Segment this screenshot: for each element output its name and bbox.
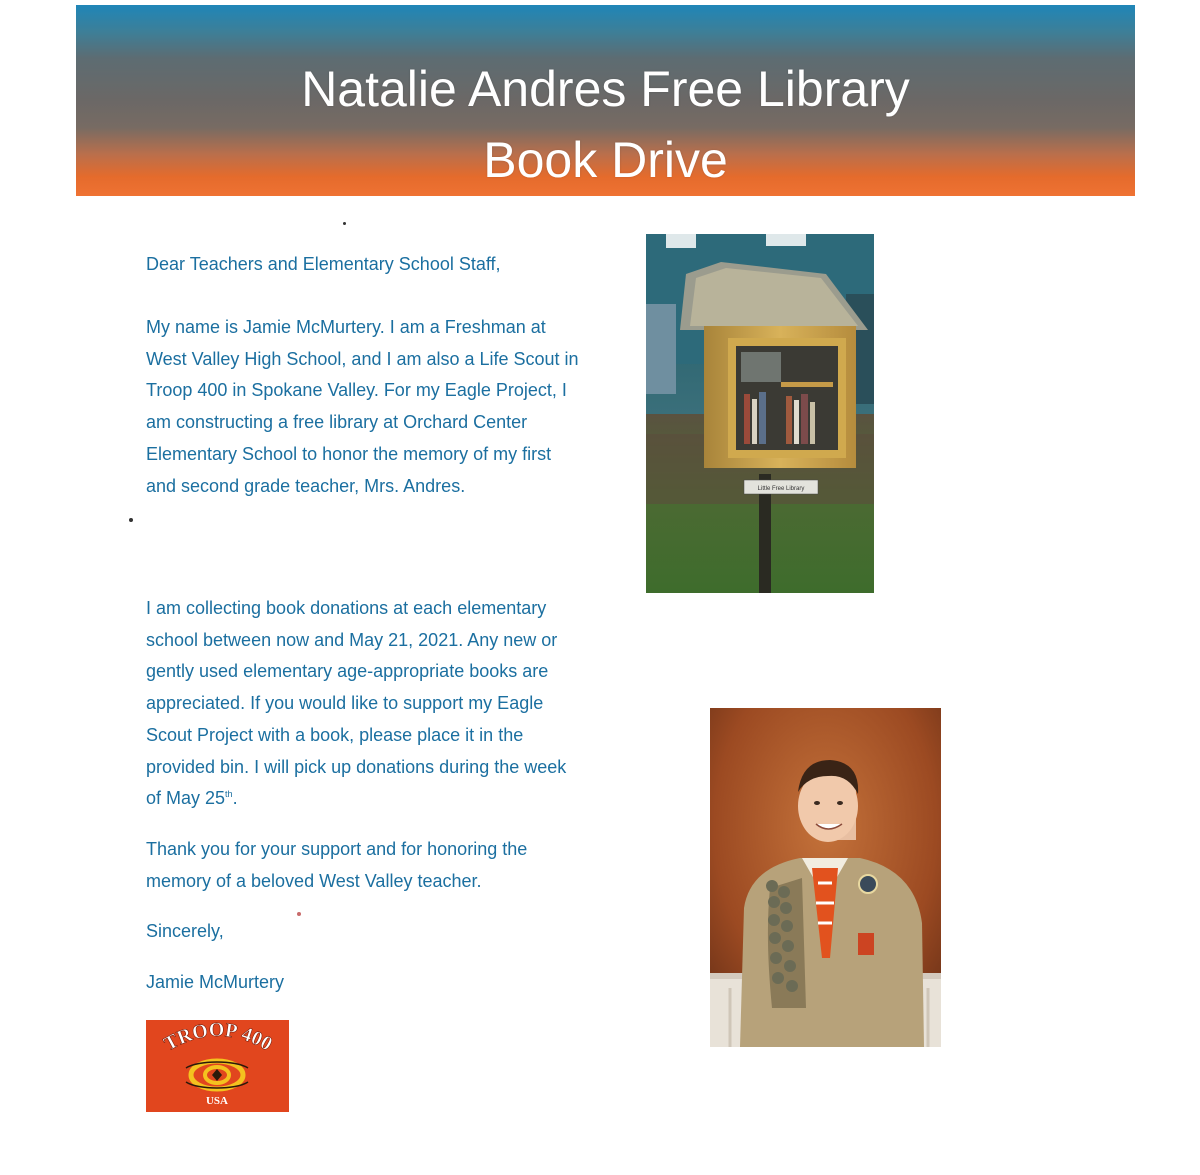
letter-intro-paragraph: My name is Jamie McMurtery. I am a Freshman at West Valley High School, and I am also a Life Scout in Troop 400 in Spokane Valley. For my Eagle Project, I am constructing a free library at Orchard Center Elementary School to honor the memory of my first and second grade teacher, Mrs. Andres. [146, 317, 579, 496]
library-box-photo [646, 234, 874, 593]
library-box-image [646, 234, 874, 593]
title-banner [76, 5, 1135, 196]
logo-usa-text: USA [205, 1095, 229, 1107]
letter-greeting: Dear Teachers and Elementary School Staff, [146, 254, 501, 274]
letter-closing: Sincerely, [146, 921, 224, 941]
library-plaque-text: Little Free Library [757, 486, 805, 492]
letter-signature: Jamie McMurtery [146, 972, 285, 992]
troop-logo-graphic [146, 1020, 289, 1112]
collecting-text: I am collecting book donations at each elementary school between now and May 21, 2021. Any new or gently used elementary age-appropriate books are appreciated. If you would like to support my Eagle Scout Project with a book, please place it in the provided bin. I will pick up donations during the week of May 25 [146, 598, 567, 809]
scan-speck [343, 222, 346, 225]
scan-speck [129, 518, 133, 522]
letter-thanks-paragraph: Thank you for your support and for honoring the memory of a beloved West Valley teacher. [146, 839, 528, 891]
banner-title-line1: Natalie Andres Free Library [301, 61, 910, 117]
logo-troop-text: TROOP 400 [160, 1020, 276, 1056]
collecting-end: . [232, 788, 238, 809]
banner-title-line2: Book Drive [483, 132, 728, 188]
ordinal-suffix: th [225, 789, 233, 800]
letter-collecting-paragraph [146, 593, 586, 815]
scout-portrait-image [710, 708, 941, 1047]
scout-portrait-photo [710, 708, 941, 1047]
troop-logo [146, 1020, 289, 1112]
